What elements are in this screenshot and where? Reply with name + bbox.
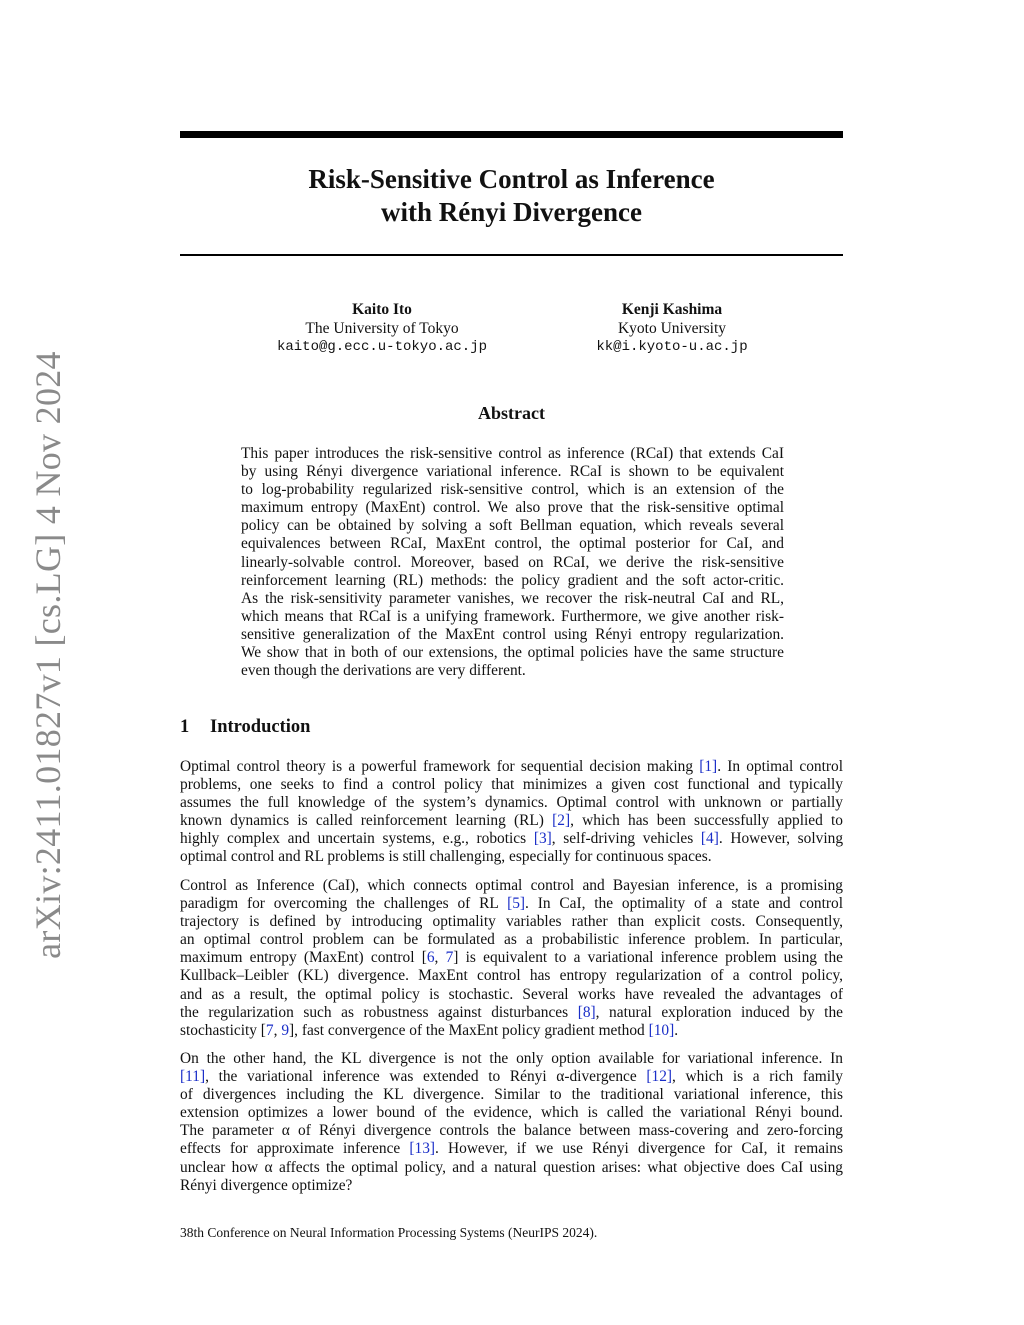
text-run: , xyxy=(434,949,446,967)
text-run: . In optimal control xyxy=(717,758,843,775)
abstract-line: We show that in both of our extensions, the optimal policies have the same structure xyxy=(241,644,784,662)
paragraph-line: Kullback–Leibler (KL) divergence. MaxEnt control has entropy regularization of a control policy, xyxy=(180,967,843,985)
text-run: , the variational inference was extended to Rényi α-divergence xyxy=(205,1068,647,1086)
author-affiliation: Kyoto University xyxy=(617,320,727,337)
citation-link[interactable]: [8] xyxy=(577,1003,596,1021)
text-run: ] is equivalent to a variational inference problem using the xyxy=(453,949,843,967)
paragraph-line: an optimal control problem can be formulated as a probabilistic inference problem. In particular, xyxy=(180,931,843,949)
text-run: . In CaI, the optimality of a state and control xyxy=(525,895,843,913)
citation-link[interactable]: 7 xyxy=(265,1021,274,1039)
text-run: highly complex and uncertain systems, e.g., robotics xyxy=(180,830,534,848)
text-run: Optimal control theory is a powerful framework for sequential decision making xyxy=(180,758,700,775)
paragraph-line: of divergences including the KL divergence. Similar to the traditional variational inference, this xyxy=(180,1086,843,1104)
author-name: Kaito Ito xyxy=(352,301,412,318)
paper-title-line-2: with Rényi Divergence xyxy=(381,197,642,227)
citation-link[interactable]: [12] xyxy=(646,1068,673,1086)
section-number: 1 xyxy=(180,717,190,737)
text-run: , which has been successfully applied to xyxy=(570,812,843,830)
title-top-rule xyxy=(180,131,843,138)
paragraph-line: Rényi divergence optimize? xyxy=(180,1176,353,1194)
paragraph-line: unclear how α affects the optimal policy, and a natural question arises: what objective does CaI using xyxy=(180,1158,843,1176)
citation-link[interactable]: 9 xyxy=(281,1021,290,1039)
text-run: . However, if we use Rényi divergence for CaI, it remains xyxy=(435,1140,843,1158)
paragraph-line: assumes the full knowledge of the system’s dynamics. Optimal control with unknown or partially xyxy=(180,794,843,812)
citation-link[interactable]: 6 xyxy=(426,949,435,967)
paragraph-line xyxy=(180,949,843,967)
citation-link[interactable]: [11] xyxy=(180,1068,206,1086)
text-run: stochasticity [ xyxy=(180,1021,266,1039)
abstract-line: sensitive generalization of the MaxEnt control using Rényi entropy regularization. xyxy=(241,625,784,643)
abstract-line: by using Rényi divergence variational inference. RCaI is shown to be equivalent xyxy=(241,463,784,481)
paragraph-line xyxy=(180,1022,843,1040)
citation-link[interactable]: [4] xyxy=(700,830,719,848)
text-run: the regularization such as robustness against disturbances xyxy=(180,1003,578,1021)
author-name: Kenji Kashima xyxy=(621,301,723,318)
text-run: . xyxy=(674,1021,679,1039)
citation-link[interactable]: [5] xyxy=(507,895,526,913)
paragraph-line: trajectory is defined by introducing optimality variables rather than explicit costs. Consequently, xyxy=(180,913,843,931)
text-run: effects for approximate inference xyxy=(180,1140,410,1158)
paragraph-line xyxy=(180,830,843,848)
arxiv-identifier-text: arXiv:2411.01827v1 [cs.LG] 4 Nov 2024 xyxy=(28,351,68,959)
abstract-body xyxy=(241,445,784,680)
text-run: , xyxy=(273,1021,282,1039)
abstract-line: reinforcement learning (RL) methods: the policy gradient and the soft actor-critic. xyxy=(241,571,784,589)
paragraph-line xyxy=(180,758,843,776)
paragraph-line xyxy=(180,1004,843,1022)
citation-link[interactable]: [13] xyxy=(409,1140,436,1158)
title-bottom-rule xyxy=(180,254,843,256)
abstract-line: which means that RCaI is a unifying framework. Furthermore, we give another risk- xyxy=(241,607,784,625)
paragraph-line xyxy=(180,812,843,830)
text-run: , which is a rich family xyxy=(672,1068,843,1086)
paragraph-line: On the other hand, the KL divergence is not the only option available for variational inference. In xyxy=(180,1050,843,1067)
paragraph-line: The parameter α of Rényi divergence controls the balance between mass-covering and zero-forcing xyxy=(180,1122,843,1140)
paragraph-line: Control as Inference (CaI), which connects optimal control and Bayesian inference, is a promising xyxy=(180,877,843,894)
paragraph-line xyxy=(180,895,843,913)
text-run: paradigm for overcoming the challenges of RL xyxy=(180,895,508,913)
paragraph-line xyxy=(180,1140,843,1158)
abstract-line: even though the derivations are very different. xyxy=(241,662,526,680)
intro-paragraph-2 xyxy=(180,877,843,1040)
intro-paragraph-1 xyxy=(180,758,843,867)
abstract-line: This paper introduces the risk-sensitive control as inference (RCaI) that extends CaI xyxy=(241,445,784,462)
abstract-line: to log-probability regularized risk-sensitive control, which is an extension of the xyxy=(241,481,784,499)
citation-link[interactable]: 7 xyxy=(445,949,454,967)
text-run: . However, solving xyxy=(718,830,844,848)
citation-link[interactable]: [1] xyxy=(699,758,718,775)
author-block-2 xyxy=(512,300,832,357)
author-email[interactable]: kk@i.kyoto-u.ac.jp xyxy=(596,339,748,355)
text-run: , natural exploration induced by the xyxy=(595,1003,843,1021)
abstract-line: equivalences between RCaI, MaxEnt control, the optimal posterior for CaI, and xyxy=(241,535,784,553)
section-heading-introduction xyxy=(180,717,310,738)
conference-footnote: 38th Conference on Neural Information Processing Systems (NeurIPS 2024). xyxy=(180,1225,598,1240)
paragraph-line: extension optimizes a lower bound of the evidence, which is called the variational Rényi bound. xyxy=(180,1104,843,1122)
citation-link[interactable]: [10] xyxy=(648,1021,675,1039)
arxiv-identifier-stamp xyxy=(18,351,78,959)
author-affiliation: The University of Tokyo xyxy=(305,320,459,337)
text-run: known dynamics is called reinforcement learning (RL) xyxy=(180,812,553,830)
text-run: ], fast convergence of the MaxEnt policy gradient method xyxy=(289,1021,649,1039)
paragraph-line: optimal control and RL problems is still challenging, especially for continuous spaces. xyxy=(180,848,712,866)
section-title: Introduction xyxy=(210,717,311,737)
author-block-1 xyxy=(222,300,542,357)
abstract-line: policy can be obtained by solving a soft Bellman equation, which reveals several xyxy=(241,517,784,535)
paper-title-line-1: Risk-Sensitive Control as Inference xyxy=(308,164,715,194)
text-run: , self-driving vehicles xyxy=(551,830,701,848)
abstract-line: maximum entropy (MaxEnt) control. We also prove that the risk-sensitive optimal xyxy=(241,499,784,517)
abstract-heading: Abstract xyxy=(478,403,545,423)
paper-title xyxy=(180,163,843,229)
paragraph-line: and as a result, the optimal policy is stochastic. Several works have revealed the advantages of xyxy=(180,985,843,1003)
abstract-line: linearly-solvable control. Moreover, based on RCaI, we derive the risk-sensitive xyxy=(241,553,784,571)
author-email[interactable]: kaito@g.ecc.u-tokyo.ac.jp xyxy=(276,339,488,355)
text-run: maximum entropy (MaxEnt) control [ xyxy=(180,949,427,967)
abstract-line: As the risk-sensitivity parameter vanishes, we recover the risk-neutral CaI and RL, xyxy=(241,589,784,607)
paragraph-line: problems, one seeks to find a control policy that minimizes a given cost functional and typically xyxy=(180,776,843,794)
citation-link[interactable]: [3] xyxy=(533,830,552,848)
paragraph-line xyxy=(180,1068,843,1086)
citation-link[interactable]: [2] xyxy=(552,812,571,830)
intro-paragraph-3 xyxy=(180,1050,843,1195)
